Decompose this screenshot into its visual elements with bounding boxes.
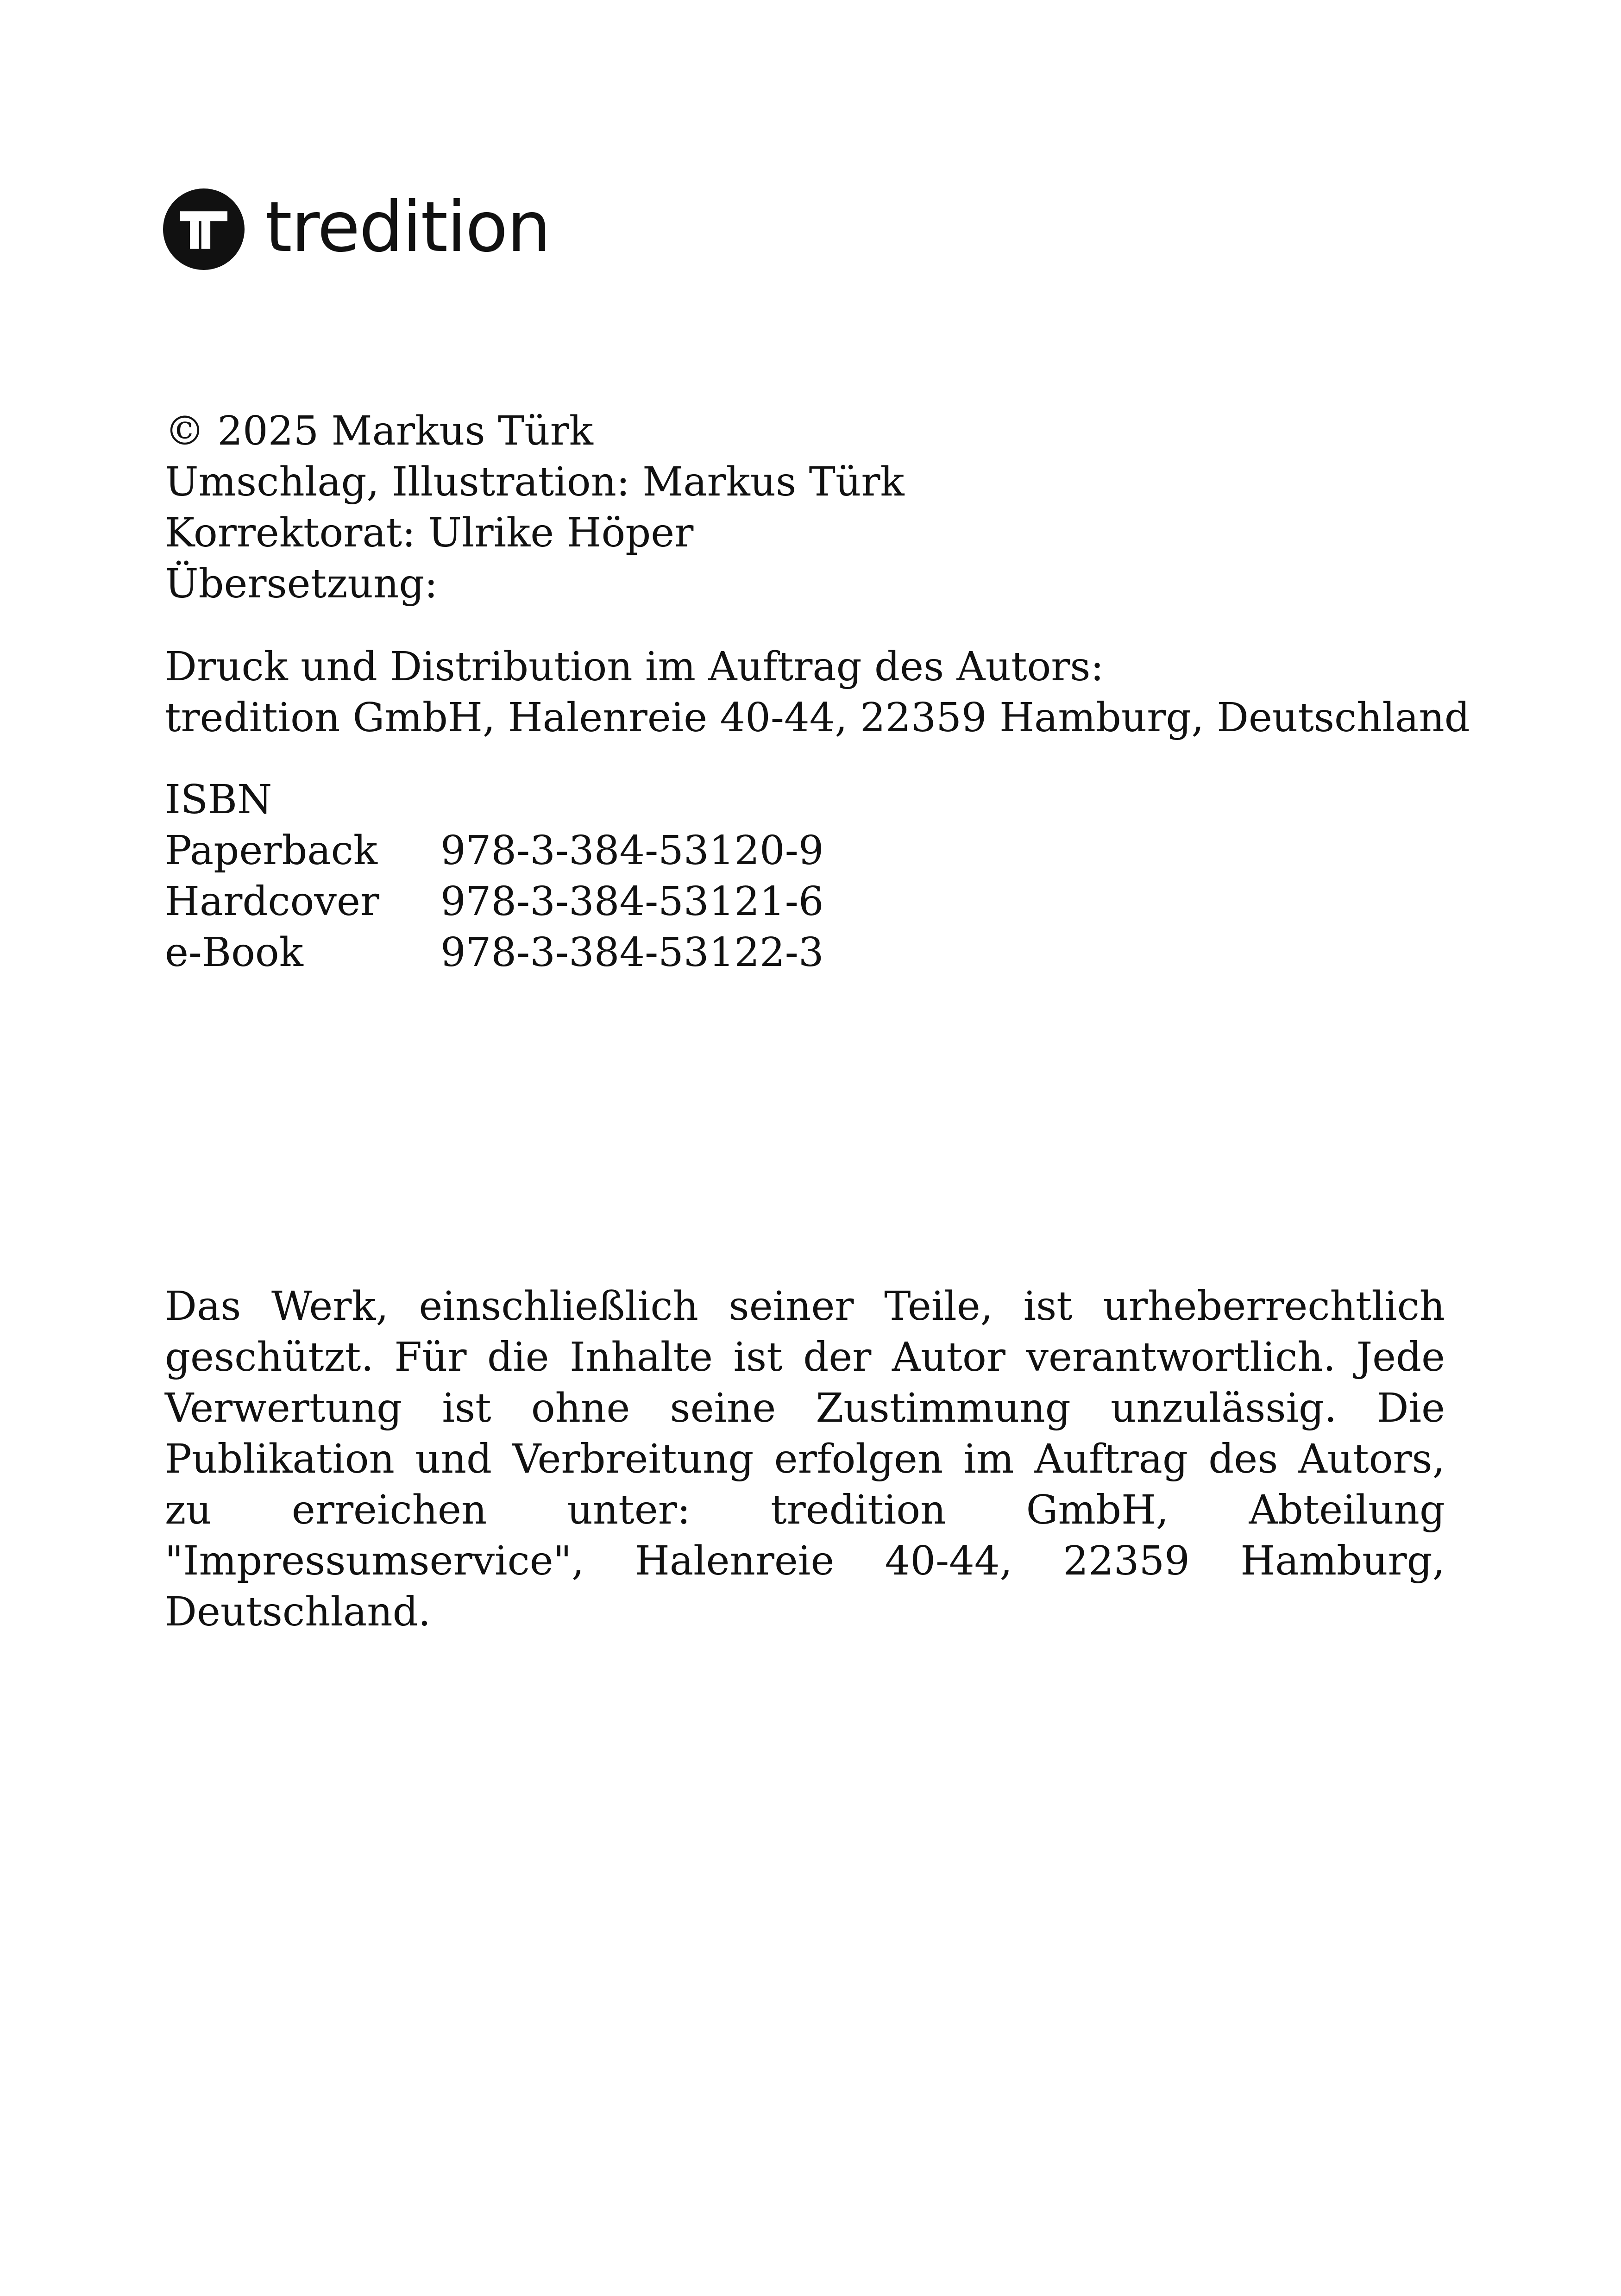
publisher-logo <box>163 188 550 270</box>
isbn-number: 978-3-384-53121-6 <box>440 878 824 925</box>
isbn-row <box>165 927 824 978</box>
isbn-block <box>165 774 824 978</box>
translation-credit-line: Übersetzung: <box>165 561 438 607</box>
isbn-number: 978-3-384-53120-9 <box>440 828 824 874</box>
publisher-name: tredition <box>265 187 550 268</box>
printer-line-2: tredition GmbH, Halenreie 40-44, 22359 Hamburg, Deutschland <box>165 695 1470 741</box>
isbn-heading: ISBN <box>165 777 272 823</box>
isbn-format: Hardcover <box>165 878 379 925</box>
proofreading-credit-line: Korrektorat: Ulrike Höper <box>165 510 694 556</box>
copyright-notice: Das Werk, einschließlich seiner Teile, ist urheberrechtlich geschützt. Für die Inhalte ist der Autor verantwortlich. Jede Verwertung ist ohne seine Zustimmung unzulässig. Die Publikation und Verbreitung erfolgen im Auftrag des Autors, zu erreichen unter: tredition GmbH, Abteilung "Impressumservice", Halenreie 40-44, 22359 Hamburg, Deutschland. <box>165 1283 1445 1635</box>
isbn-number: 978-3-384-53122-3 <box>440 929 824 976</box>
printer-line-1: Druck und Distribution im Auftrag des Autors: <box>165 644 1104 690</box>
printer-block <box>165 641 1470 743</box>
tredition-logo-icon <box>163 188 245 270</box>
credits-block <box>165 406 905 609</box>
isbn-row <box>165 825 824 876</box>
cover-credit-line: Umschlag, Illustration: Markus Türk <box>165 459 905 505</box>
isbn-format: Paperback <box>165 828 377 874</box>
isbn-format: e-Book <box>165 929 303 976</box>
copyright-line: © 2025 Markus Türk <box>165 408 593 454</box>
isbn-row <box>165 876 824 927</box>
